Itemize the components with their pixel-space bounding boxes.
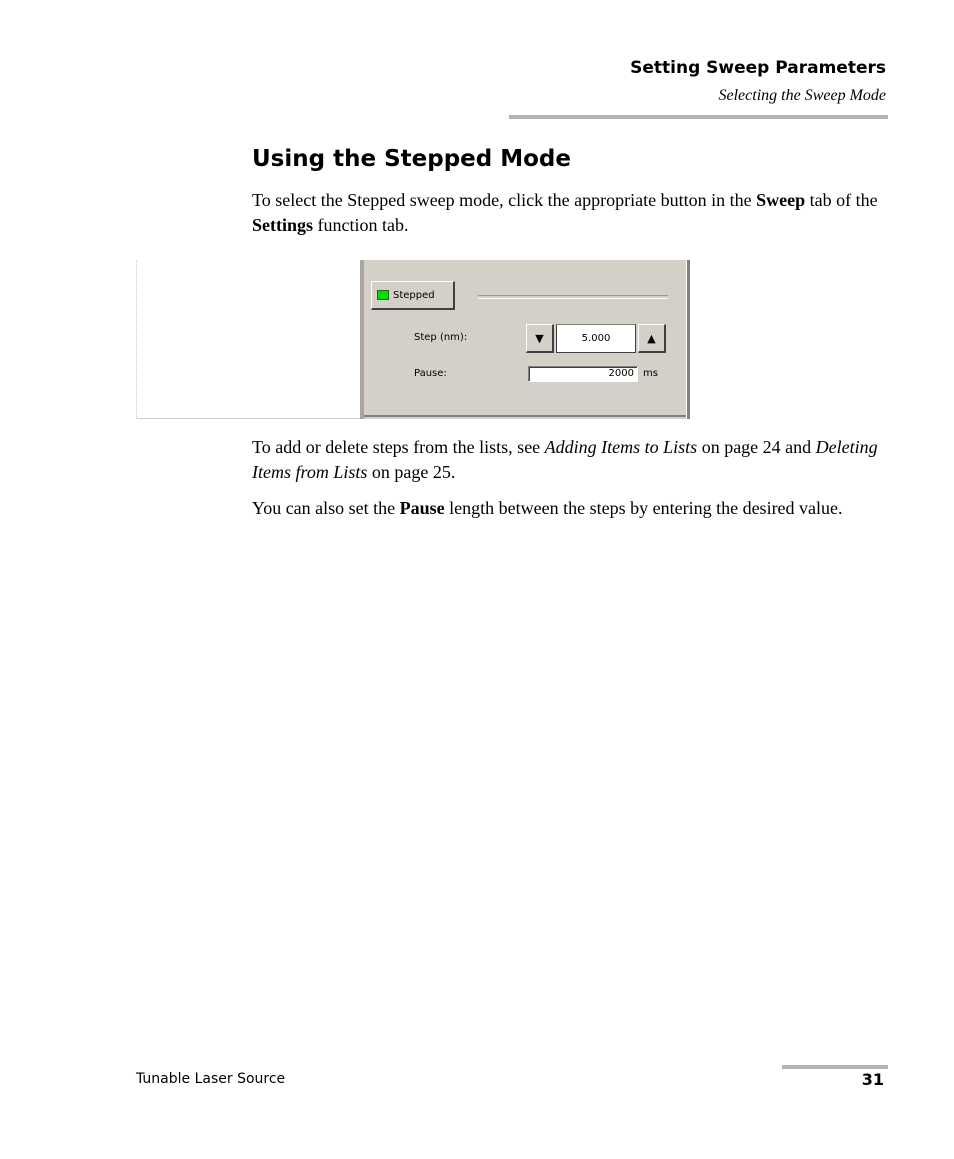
p2-text-3: on page 25. — [367, 462, 456, 482]
p3-text-2: length between the steps by entering the desired value. — [444, 498, 843, 518]
pause-label: Pause: — [414, 368, 447, 379]
p2-text-2: on page 24 and — [697, 437, 816, 457]
stepped-mode-button[interactable] — [371, 281, 455, 310]
panel-right-edge — [686, 260, 690, 419]
triangle-down-icon: ▼ — [535, 331, 544, 345]
step-decrease-button[interactable] — [526, 324, 554, 353]
settings-term: Settings — [252, 215, 314, 235]
footer-doc-title: Tunable Laser Source — [136, 1071, 286, 1087]
intro-text-1: To select the Stepped sweep mode, click the appropriate button in the — [252, 190, 757, 210]
running-header-chapter: Setting Sweep Parameters — [630, 58, 886, 78]
pause-term: Pause — [399, 498, 445, 518]
step-increase-button[interactable] — [638, 324, 666, 353]
intro-paragraph — [252, 188, 892, 238]
figure-left-border — [136, 260, 138, 419]
pause-value-field[interactable]: 2000 — [528, 366, 638, 382]
deleting-items-link[interactable]: Deleting Items from Lists — [252, 437, 878, 482]
sweep-term: Sweep — [756, 190, 806, 210]
intro-text-3: function tab. — [313, 215, 409, 235]
step-value-field[interactable] — [556, 324, 636, 353]
pause-unit: ms — [643, 368, 658, 379]
running-header-section: Selecting the Sweep Mode — [718, 87, 886, 104]
intro-text-2: tab of the — [805, 190, 878, 210]
stepped-mode-figure — [136, 260, 690, 419]
triangle-up-icon: ▲ — [647, 331, 656, 345]
page-number: 31 — [861, 1070, 884, 1089]
section-heading: Using the Stepped Mode — [252, 146, 571, 172]
footer-rule — [782, 1065, 888, 1069]
settings-panel — [360, 260, 690, 419]
step-label: Step (nm): — [414, 332, 468, 343]
panel-left-edge — [360, 260, 364, 419]
p3-text-1: You can also set the — [252, 498, 400, 518]
separator-line — [478, 295, 668, 299]
step-value: 5.000 — [581, 333, 611, 344]
stepped-button-label: Stepped — [393, 289, 435, 301]
add-delete-paragraph — [252, 435, 892, 485]
p2-text-1: To add or delete steps from the lists, see — [252, 437, 545, 457]
header-rule — [509, 115, 888, 119]
pause-paragraph — [252, 496, 892, 521]
adding-items-link[interactable]: Adding Items to Lists — [544, 437, 698, 457]
panel-bottom-edge — [364, 415, 686, 417]
active-indicator-icon — [377, 290, 389, 300]
